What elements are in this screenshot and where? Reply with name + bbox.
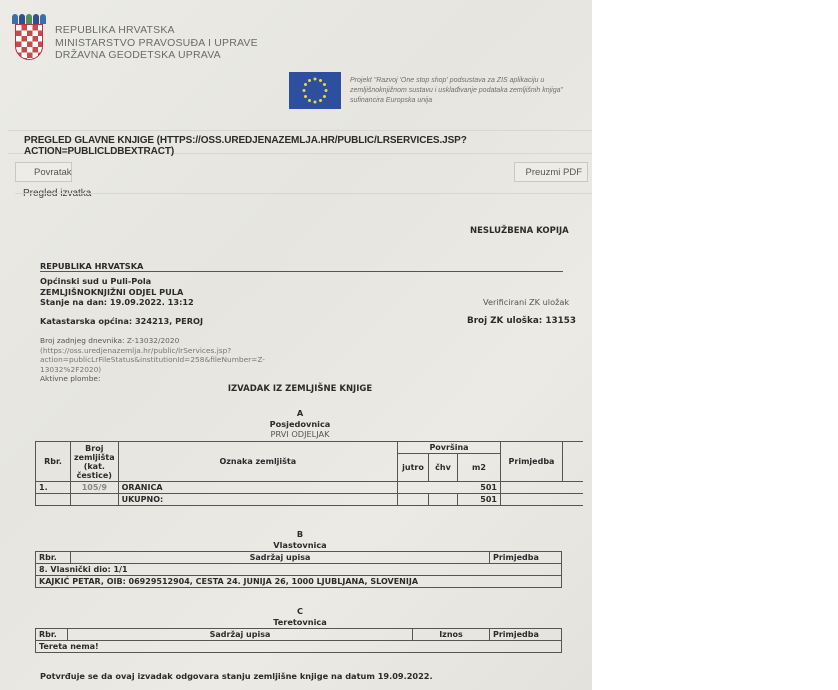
unofficial-copy-label: NESLUŽBENA KOPIJA [470, 226, 569, 236]
section-c-header [0, 606, 600, 627]
court-name: Općinski sud u Puli-Pola [40, 276, 152, 286]
section-name: Vlastovnica [273, 539, 327, 550]
eu-flag-icon [289, 72, 341, 109]
col-chv: čhv [429, 454, 458, 482]
journal-value: Z-13032/2020 [126, 336, 180, 345]
status-date: Stanje na dan: 19.09.2022. 13:12 [40, 297, 194, 307]
divider [40, 271, 563, 272]
zk-number: Broj ZK uloška: 13153 [467, 316, 576, 326]
total-row: UKUPNO: 501 [36, 494, 584, 506]
section-b-header [0, 529, 600, 550]
department-name: ZEMLJIŠNOKNJIŽNI ODJEL PULA [40, 286, 184, 297]
download-pdf-button[interactable]: Preuzmi PDF [514, 162, 588, 182]
col-jutro: jutro [398, 454, 429, 482]
title-bar [8, 130, 592, 157]
ministry-line: DRŽAVNA GEODETSKA UPRAVA [55, 49, 221, 61]
ministry-line: REPUBLIKA HRVATSKA [55, 24, 175, 36]
journal-link[interactable]: 13032%2F2020) [40, 364, 102, 374]
page-title: PREGLED GLAVNE KNJIGE (HTTPS://OSS.UREDJENAZEMLJA.HR/PUBLIC/LRSERVICES.JSP?ACTION=PUBLICLDBEXTRACT) [24, 135, 467, 157]
journal-label: Broj zadnjeg dnevnika: [40, 336, 125, 345]
section-name: Teretovnica [273, 616, 327, 627]
col-m2: m2 [458, 454, 501, 482]
section-letter: A [296, 408, 304, 418]
col-area: Površina [398, 442, 501, 454]
section-letter: C [296, 606, 303, 616]
ministry-header [55, 24, 258, 62]
confirmation-text: Potvrđuje se da ovaj izvadak odgovara stanju zemljišne knjige na datum 19.09.2022. [40, 671, 433, 681]
back-button[interactable]: Povratak [15, 162, 72, 182]
table-row: Tereta nema! [36, 641, 562, 653]
table-row: 8. Vlasnički dio: 1/1 [36, 564, 562, 576]
divider [15, 193, 592, 194]
possession-table [35, 441, 583, 506]
croatian-coat-of-arms-icon [10, 14, 48, 64]
journal-link[interactable]: action=publicLrFileStatus&institutionId=258&fileNumber=Z- [40, 355, 265, 364]
republic-label: REPUBLIKA HRVATSKA [40, 261, 144, 271]
verified-label: Verificirani ZK uložak [483, 297, 570, 307]
col-rbr: Rbr. [36, 442, 71, 482]
ministry-line: MINISTARSTVO PRAVOSUĐA I UPRAVE [55, 36, 258, 49]
active-seals: Aktivne plombe: [40, 374, 101, 383]
section-sub: PRVI ODJELJAK [270, 429, 330, 439]
col-designation: Oznaka zemljišta [118, 442, 397, 482]
cadastral-municipality: Katastarska općina: 324213, PEROJ [40, 316, 204, 326]
col-note: Primjedba [501, 442, 563, 482]
section-heading: Pregled izvatka [23, 188, 92, 199]
court-info [40, 276, 194, 308]
table-row: KAJKIĆ PETAR, OIB: 06929512904, CESTA 24. JUNIJA 26, 1000 LJUBLJANA, SLOVENIJA [36, 576, 562, 588]
table-row: 1. 105/9 ORANICA 501 [36, 482, 584, 494]
ownership-table: Rbr. Sadržaj upisa Primjedba 8. Vlasnički dio: 1/1 KAJKIĆ PETAR, OIB: 06929512904, CESTA 24. JUNIJA 26, 1000 LJUBLJANA, SLOVENIJA [35, 551, 562, 588]
journal-link[interactable]: (https://oss.uredjenazemlja.hr/public/lrServices.jsp? [40, 345, 232, 355]
journal-info [40, 336, 300, 384]
section-letter: B [296, 529, 304, 539]
encumbrance-table: Rbr. Sadržaj upisa Iznos Primjedba Tereta nema! [35, 628, 562, 653]
extract-title: IZVADAK IZ ZEMLJIŠNE KNJIGE [227, 384, 373, 394]
section-name: Posjedovnica [269, 418, 331, 429]
section-a-header [0, 408, 600, 440]
col-parcel: Broj zemljišta (kat. čestice) [71, 442, 119, 482]
eu-funding-text: Projekt "Razvoj 'One stop shop' podsustava za ZIS aplikaciju u zemljišnoknjižnom sustavu i usklađivanje podataka zemljišnih knjiga" sufinancira Europska unija [350, 77, 563, 104]
